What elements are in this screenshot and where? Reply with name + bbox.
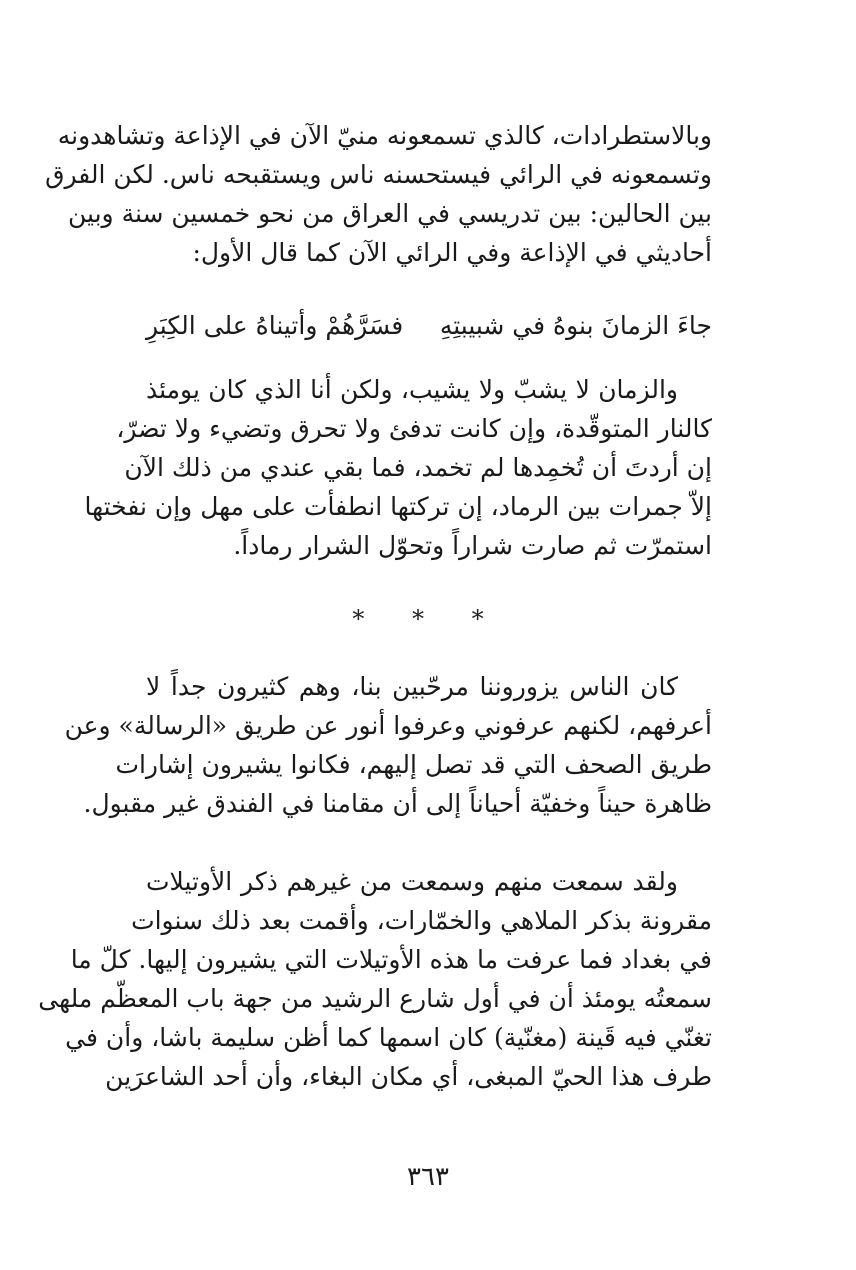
poem-verse — [146, 306, 712, 346]
text-line: إن أردتَ أن تُخمِدها لم تخمد، فما بقي عندي من ذلك الآن — [124, 453, 712, 482]
text-line: في بغداد فما عرفت ما هذه الأوتيلات التي يشيرون إليها. كلّ ما — [70, 945, 712, 974]
text-line: ولقد سمعت منهم وسمعت من غيرهم ذكر الأوتيلات — [146, 867, 678, 896]
text-line: أحاديثي في الإذاعة وفي الرائي الآن كما قال الأول: — [192, 238, 712, 267]
text-line: طرف هذا الحيّ المبغى، أي مكان البغاء، وأن أحد الشاعرَين — [105, 1062, 712, 1091]
text-line: إلاّ جمرات بين الرماد، إن تركتها انطفأت على مهل وإن نفختها — [84, 492, 712, 521]
poem-first-hemistich: جاءَ الزمانَ بنوهُ في شبيبتِهِ — [439, 311, 712, 340]
text-line: وبالاستطرادات، كالذي تسمعونه منيّ الآن في الإذاعة وتشاهدونه — [57, 121, 712, 150]
text-line: مقرونة بذكر الملاهي والخمّارات، وأقمت بعد ذلك سنوات — [131, 906, 712, 935]
paragraph-3 — [64, 667, 712, 823]
paragraph-2 — [84, 370, 712, 565]
text-line: أعرفهم، لكنهم عرفوني وعرفوا أنور عن طريق «الرسالة» وعن — [64, 711, 712, 740]
section-separator: * * * — [352, 605, 504, 633]
poem-second-hemistich: فسَرَّهُمْ وأتيناهُ على الكِبَرِ — [146, 311, 404, 340]
page-number: ٣٦٣ — [407, 1162, 449, 1192]
text-line: كالنار المتوقّدة، وإن كانت تدفئ ولا تحرق وتضيء ولا تضرّ، — [116, 414, 712, 443]
text-line: وتسمعونه في الرائي فيستحسنه ناس ويستقبحه ناس. لكن الفرق — [45, 160, 712, 189]
text-line: ظاهرة حيناً وخفيّة أحياناً إلى أن مقامنا في الفندق غير مقبول. — [83, 789, 712, 818]
paragraph-1 — [45, 116, 712, 272]
text-line: سمعتُه يومئذ أن في أول شارع الرشيد من جهة باب المعظّم ملهى — [38, 984, 712, 1013]
text-line: تغنّي فيه قَينة (مغنّية) كان اسمها كما أظن سليمة باشا، وأن في — [65, 1023, 712, 1052]
text-line: طريق الصحف التي قد تصل إليهم، فكانوا يشيرون إشارات — [115, 750, 712, 779]
text-line: كان الناس يزوروننا مرحّبين بنا، وهم كثيرون جداً لا — [146, 672, 678, 701]
text-line: استمرّت ثم صارت شراراً وتحوّل الشرار رماداً. — [233, 531, 712, 560]
text-line: بين الحالين: بين تدريسي في العراق من نحو خمسين سنة وبين — [68, 199, 712, 228]
text-line: والزمان لا يشبّ ولا يشيب، ولكن أنا الذي كان يومئذ — [146, 375, 678, 404]
paragraph-4 — [38, 862, 712, 1096]
